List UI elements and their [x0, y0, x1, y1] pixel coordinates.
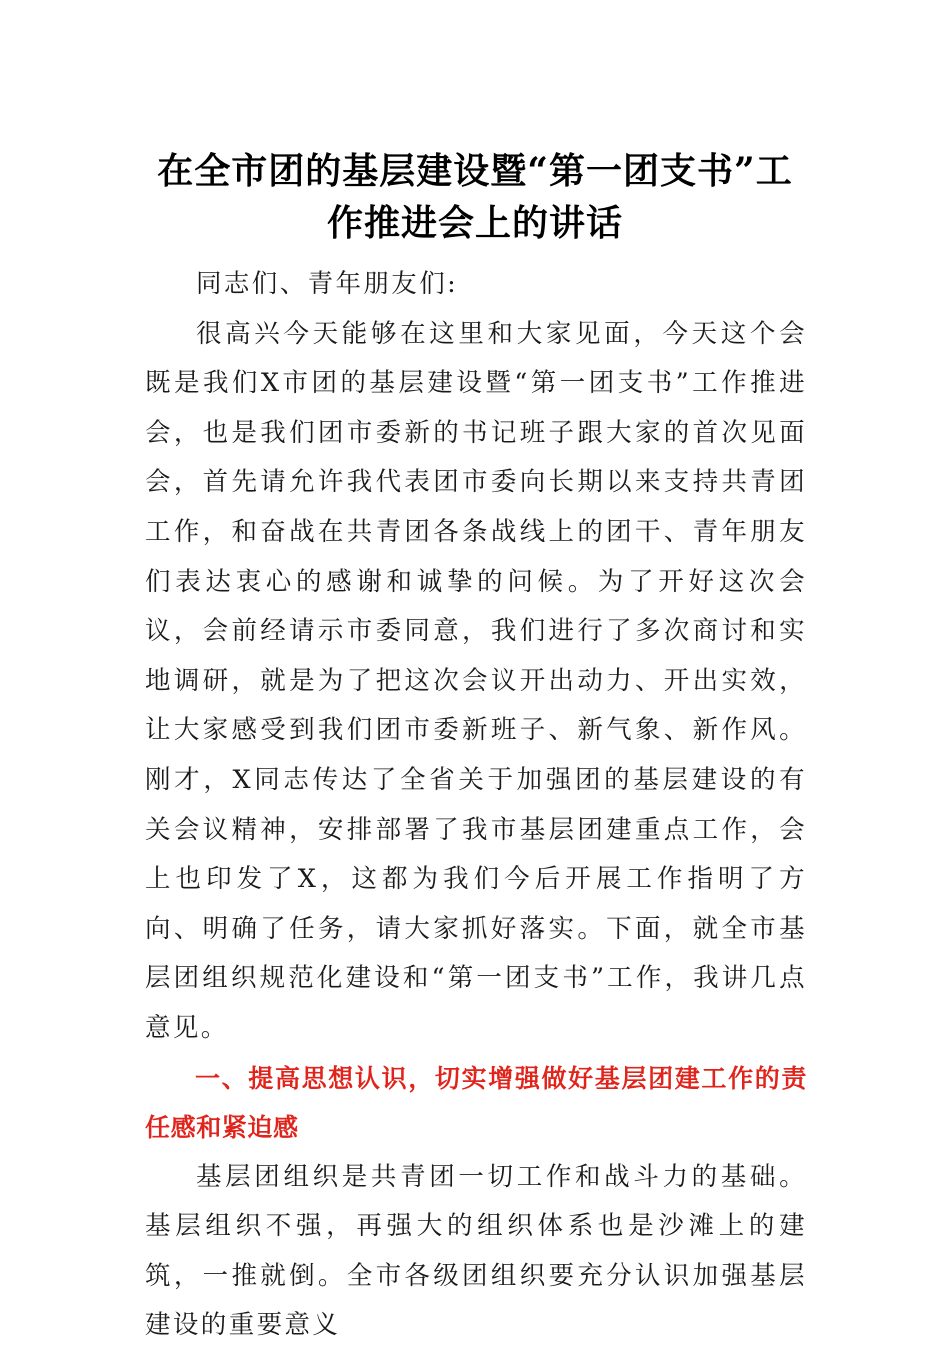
section-heading-1: 一、提高思想认识，切实增强做好基层团建工作的责任感和紧迫感: [145, 1063, 807, 1143]
paragraph-1: 很高兴今天能够在这里和大家见面，今天这个会既是我们X市团的基层建设暨“第一团支书”工作推进会，也是我们团市委新的书记班子跟大家的首次见面会，首先请允许我代表团市委向长期以来支持共青团工作，和奋战在共青团各条战线上的团干、青年朋友们表达衷心的感谢和诚挚的问候。为了开好这次会议，会前经请示市委同意，我们进行了多次商讨和实地调研，就是为了把这次会议开出动力、开出实效，让大家感受到我们团市委新班子、新气象、新作风。刚才，X同志传达了全省关于加强团的基层建设的有关会议精神，安排部署了我市基层团建重点工作，会上也印发了X，这都为我们今后开展工作指明了方向、明确了任务，请大家抓好落实。下面，就全市基层团组织规范化建设和“第一团支书”工作，我讲几点意见。: [145, 318, 807, 1043]
paragraph-2: 基层团组织是共青团一切工作和战斗力的基础。基层组织不强，再强大的组织体系也是沙滩上的建筑，一推就倒。全市各级团组织要充分认识加强基层建设的重要意义: [145, 1161, 807, 1341]
document-title: [145, 145, 805, 249]
title-line-1: 在全市团的基层建设暨“第一团支书”工: [157, 150, 793, 192]
title-line-2: 作推进会上的讲话: [326, 202, 623, 244]
greeting: 同志们、青年朋友们:: [196, 269, 459, 299]
document-body: [145, 260, 807, 1351]
